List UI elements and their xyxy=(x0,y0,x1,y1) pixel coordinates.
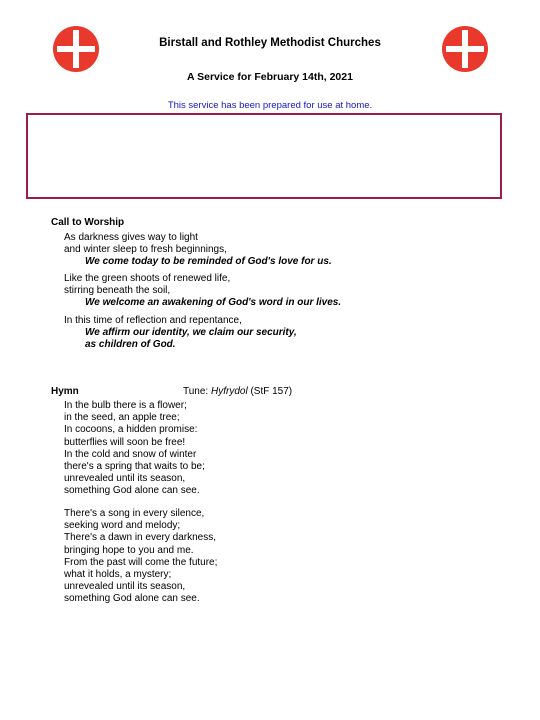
church-name: Birstall and Rothley Methodist Churches xyxy=(159,37,381,49)
verse-line: butterflies will soon be free! xyxy=(64,436,186,448)
stanza-line: stirring beneath the soil, xyxy=(64,285,171,297)
verse-line: what it holds, a mystery; xyxy=(64,569,172,581)
call-to-worship-heading: Call to Worship xyxy=(51,217,125,228)
congregation-response: We come today to be reminded of God's love for us. xyxy=(85,256,332,268)
verse-line: unrevealed until its season, xyxy=(64,473,186,485)
verse-line: something God alone can see. xyxy=(64,485,200,497)
hymn-verse-1 xyxy=(64,400,205,498)
congregation-response: as children of God. xyxy=(85,339,176,351)
verse-line: There's a song in every silence, xyxy=(64,508,205,519)
service-title: A Service for February 14th, 2021 xyxy=(187,71,353,83)
verse-line: unrevealed until its season, xyxy=(64,581,186,593)
verse-line: From the past will come the future; xyxy=(64,556,218,568)
hymn-verse-2 xyxy=(64,508,217,606)
call-stanza-2 xyxy=(64,273,341,310)
congregation-response: We welcome an awakening of God's word in our lives. xyxy=(85,297,342,309)
verse-line: in the seed, an apple tree; xyxy=(64,412,180,424)
verse-line: something God alone can see. xyxy=(64,593,200,605)
call-stanza-3 xyxy=(64,315,297,352)
verse-line: seeking word and melody; xyxy=(64,520,181,532)
notice-box xyxy=(26,113,502,199)
verse-line: there's a spring that waits to be; xyxy=(64,461,205,473)
hymn-tune: Tune: Hyfrydol (StF 157) xyxy=(183,386,293,397)
verse-line: There's a dawn in every darkness, xyxy=(64,532,216,544)
stanza-line: Like the green shoots of renewed life, xyxy=(64,273,231,284)
stanza-line: In this time of reflection and repentance, xyxy=(64,315,242,326)
stanza-line: As darkness gives way to light xyxy=(64,232,198,243)
stanza-line: and winter sleep to fresh beginnings, xyxy=(64,244,227,256)
tune-name: Hyfrydol xyxy=(210,386,248,397)
verse-line: In the bulb there is a flower; xyxy=(64,400,187,411)
congregation-response: We affirm our identity, we claim our security, xyxy=(85,327,297,339)
verse-line: bringing hope to you and me. xyxy=(64,544,194,556)
call-stanza-1 xyxy=(64,232,332,269)
hymn-heading: Hymn xyxy=(51,386,79,397)
verse-line: In cocoons, a hidden promise: xyxy=(64,424,198,436)
verse-line: In the cold and snow of winter xyxy=(64,448,197,460)
prepared-note: This service has been prepared for use at home. xyxy=(167,100,373,111)
